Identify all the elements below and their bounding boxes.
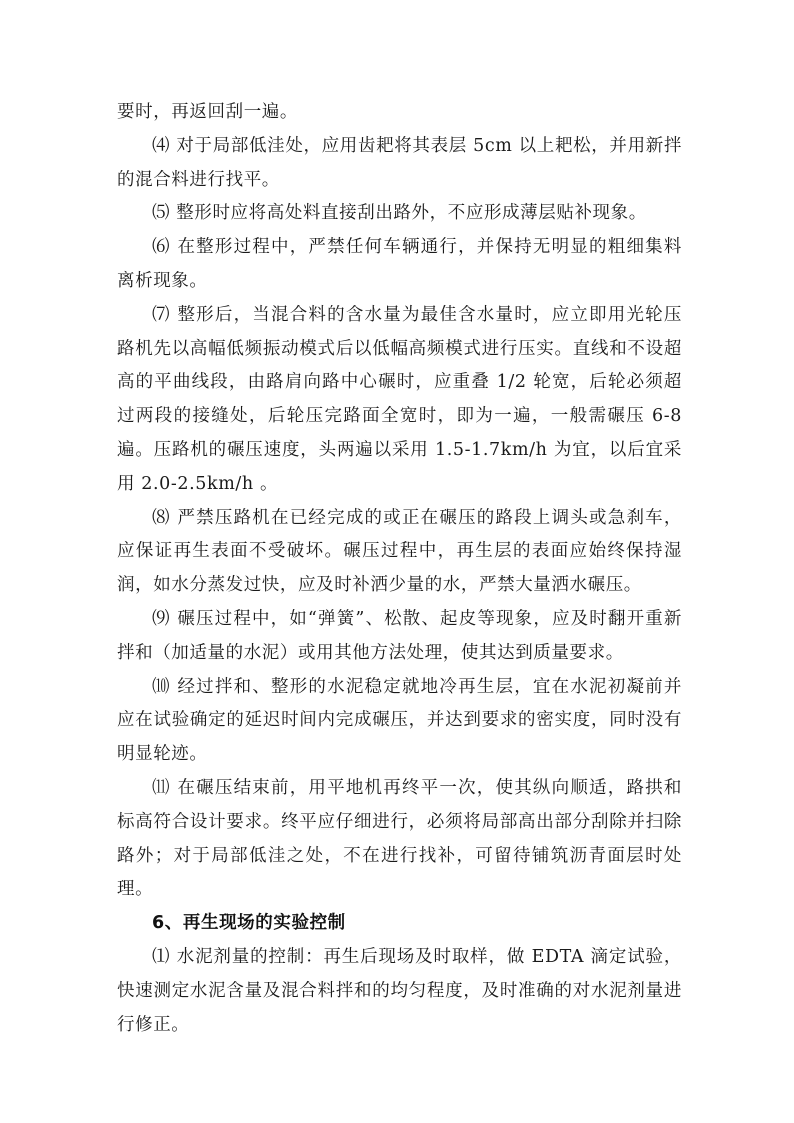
paragraph-item-10: ⑽ 经过拌和、整形的水泥稳定就地冷再生层，宜在水泥初凝前并应在试验确定的延迟时间内完成碾压，并达到要求的密实度，同时没有明显轮迹。: [117, 676, 682, 765]
paragraph-item-11: ⑾ 在碾压结束前，用平地机再终平一次，使其纵向顺适，路拱和标高符合设计要求。终平应仔细进行，必须将局部高出部分刮除并扫除路外；对于局部低洼之处，不在进行找补，可留待铺筑沥青面层时处理。: [117, 777, 682, 900]
paragraph-item-6: ⑹ 在整形过程中，严禁任何车辆通行，并保持无明显的粗细集料离析现象。: [117, 237, 682, 291]
paragraph-item-4: ⑷ 对于局部低洼处，应用齿耙将其表层 5cm 以上耙松，并用新拌的混合料进行找平。: [117, 135, 682, 190]
section-paragraph-1: ⑴ 水泥剂量的控制：再生后现场及时取样，做 EDTA 滴定试验，快速测定水泥含量及混合料拌和的均匀程度，及时准确的对水泥剂量进行修正。: [117, 946, 682, 1035]
paragraph-item-7: ⑺ 整形后，当混合料的含水量为最佳含水量时，应立即用光轮压路机先以高幅低频振动模式后以低幅高频模式进行压实。直线和不设超高的平曲线段，由路肩向路中心碾时，应重叠 1/2 轮宽，后轮必须超过两段的接缝处，后轮压完路面全宽时，即为一遍，一般需碾压 6-8 遍。压路机的碾压速度，头两遍以采用 1.5-1.7km/h 为宜，以后宜采用 2.0-2.5km/h 。: [117, 304, 682, 494]
document-body: [117, 96, 682, 1042]
paragraph-item-5: ⑸ 整形时应将高处料直接刮出路外，不应形成薄层贴补现象。: [152, 203, 647, 224]
section-heading: 6、再生现场的实验控制: [152, 913, 346, 934]
paragraph-continuation: 要时，再返回刮一遍。: [117, 102, 298, 122]
paragraph-item-9: ⑼ 碾压过程中，如“弹簧”、松散、起皮等现象，应及时翻开重新拌和（加适量的水泥）或用其他方法处理，使其达到质量要求。: [117, 608, 682, 663]
paragraph-item-8: ⑻ 严禁压路机在已经完成的或正在碾压的路段上调头或急刹车，应保证再生表面不受破坏。碾压过程中，再生层的表面应始终保持湿润，如水分蒸发过快，应及时补洒少量的水，严禁大量洒水碾压。: [117, 507, 682, 596]
